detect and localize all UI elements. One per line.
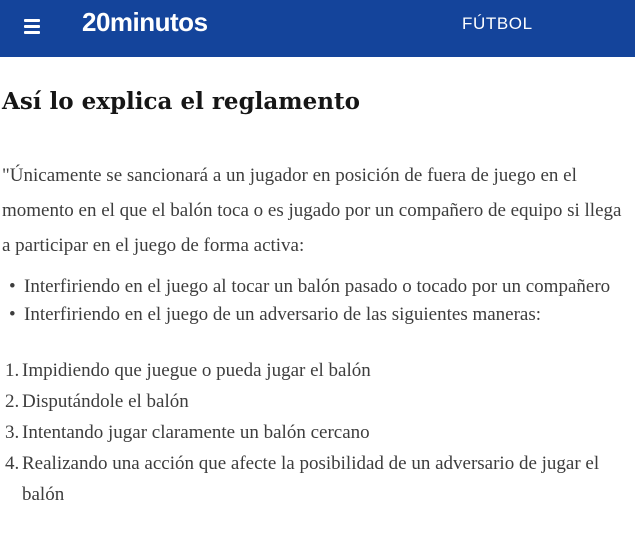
list-item: [2, 273, 625, 301]
list-item: [2, 386, 625, 417]
list-item-text: Interfiriendo en el juego al tocar un balón pasado o tocado por un compañero: [24, 276, 611, 297]
list-item-text: Impidiendo que juegue o pueda jugar el balón: [22, 360, 371, 381]
list-item-text: Disputándole el balón: [22, 391, 189, 412]
list-item: [2, 417, 625, 448]
article-heading: Así lo explica el reglamento: [2, 88, 360, 115]
number-marker: 1.: [5, 360, 20, 381]
intro-paragraph: "Únicamente se sancionará a un jugador en posición de fuera de juego en el momento en el que el balón toca o es jugado por un compañero de equipo si llega a participar en el juego de forma activa:: [2, 165, 622, 256]
list-item: [2, 355, 625, 386]
site-logo[interactable]: 20minutos: [82, 7, 208, 37]
list-item-text: Interfiriendo en el juego de un adversario de las siguientes maneras:: [24, 304, 542, 325]
list-item-text: Intentando jugar claramente un balón cercano: [22, 422, 370, 443]
number-marker: 3.: [5, 422, 20, 443]
bullet-marker: •: [9, 276, 16, 297]
number-marker: 2.: [5, 391, 20, 412]
numbered-list: [2, 355, 625, 510]
top-bar: [0, 0, 635, 57]
menu-button[interactable]: [24, 19, 41, 37]
hamburger-icon: [24, 19, 41, 34]
list-item: [2, 448, 625, 510]
list-item: [2, 301, 625, 329]
number-marker: 4.: [5, 453, 20, 474]
section-label-futbol[interactable]: FÚTBOL: [462, 14, 533, 33]
article-content: [0, 88, 635, 510]
bullet-list: [2, 273, 625, 329]
bullet-marker: •: [9, 304, 16, 325]
list-item-text: Realizando una acción que afecte la posibilidad de un adversario de jugar el balón: [22, 453, 600, 505]
